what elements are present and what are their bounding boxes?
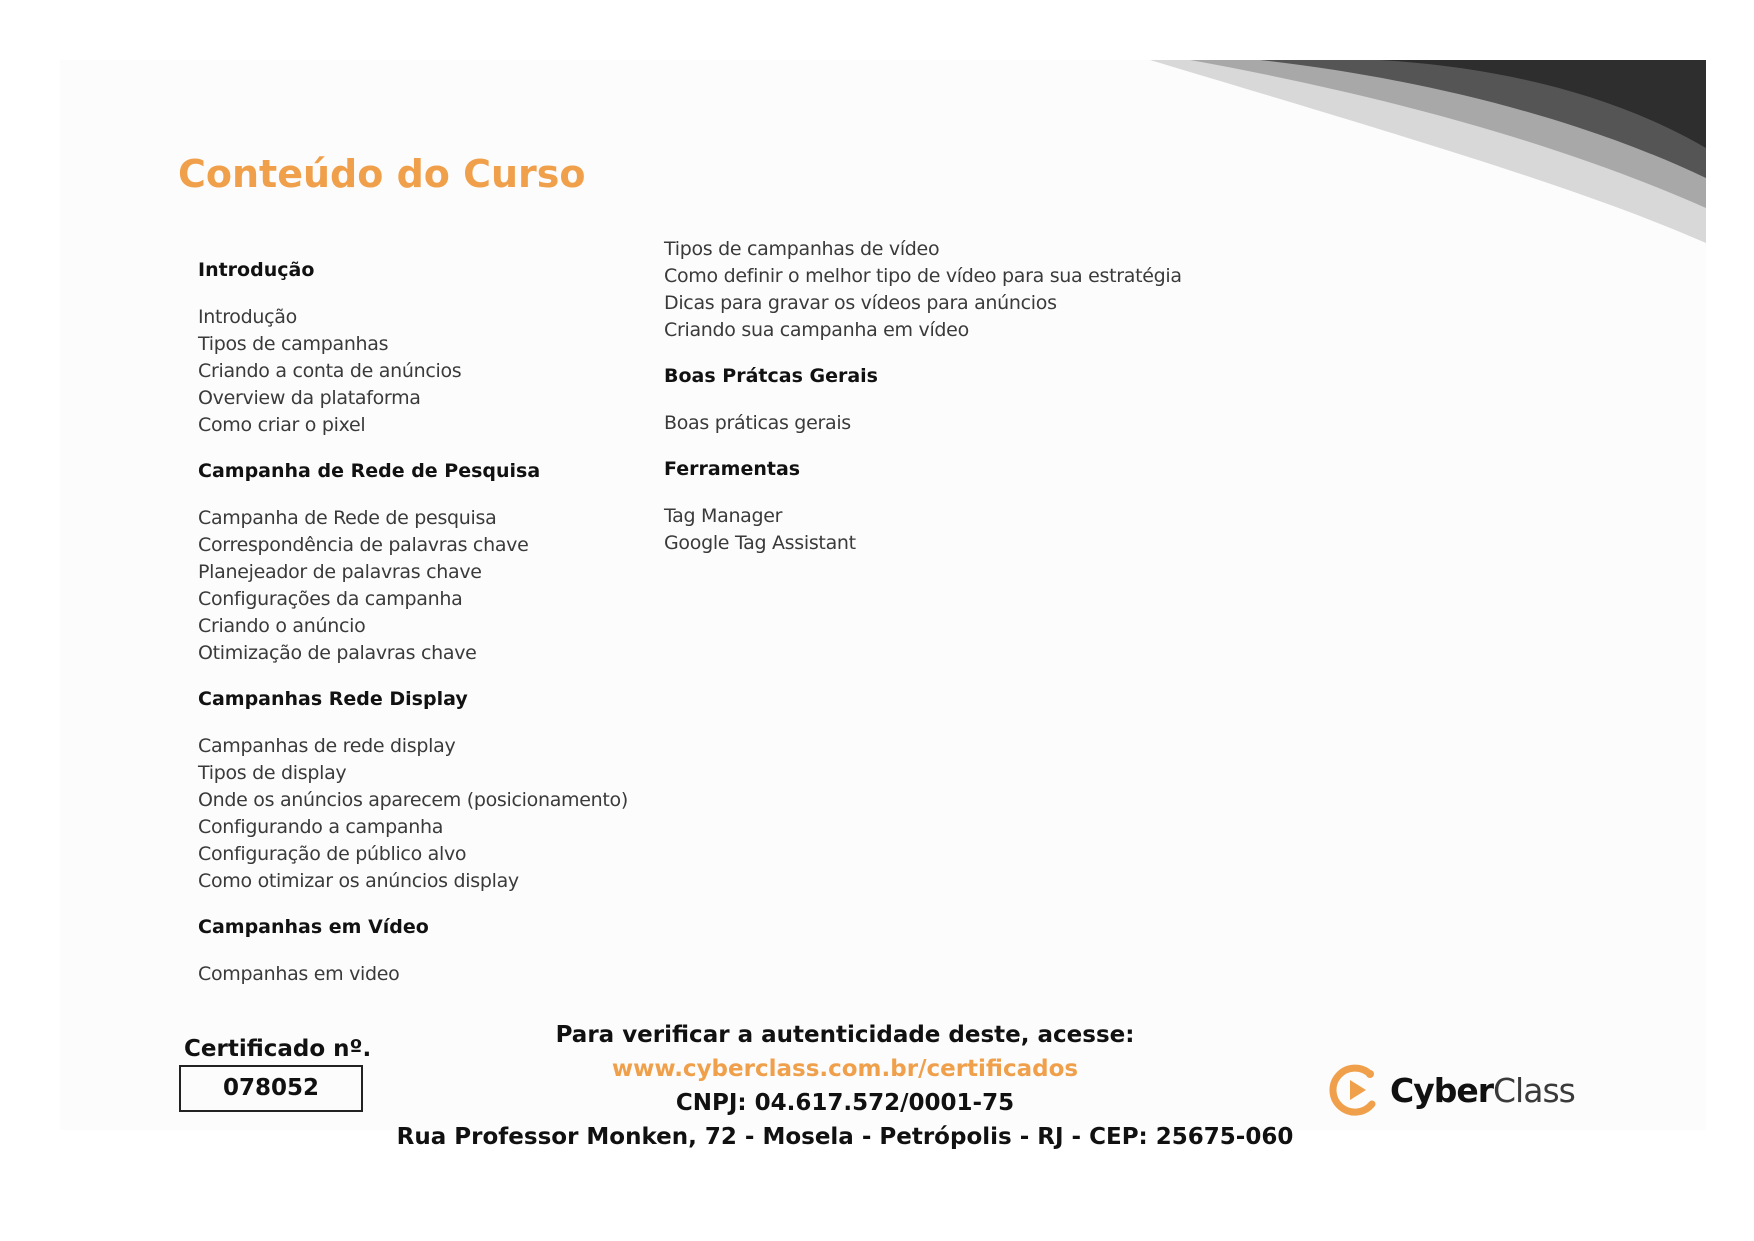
section-boas-praticas xyxy=(664,364,1284,437)
decorative-swoosh-icon xyxy=(1150,58,1706,248)
logo-wordmark xyxy=(1390,1071,1575,1110)
section-video xyxy=(198,915,658,988)
address-text: Rua Professor Monken, 72 - Mosela - Petrópolis - RJ - CEP: 25675-060 xyxy=(396,1124,1294,1150)
certificate-number: 078052 xyxy=(179,1065,363,1112)
list-item: Configuração de público alvo xyxy=(198,843,467,865)
verification-link[interactable]: www.cyberclass.com.br/certificados xyxy=(611,1056,1079,1082)
section-heading: Campanha de Rede de Pesquisa xyxy=(198,460,541,482)
section-heading: Campanhas em Vídeo xyxy=(198,916,429,938)
list-item: Correspondência de palavras chave xyxy=(198,534,529,556)
section-rede-display xyxy=(198,687,658,895)
verification-footer xyxy=(345,1018,1345,1154)
list-item: Campanha de Rede de pesquisa xyxy=(198,507,497,529)
list-item: Tipos de display xyxy=(198,762,347,784)
list-item: Criando o anúncio xyxy=(198,615,366,637)
list-item: Onde os anúncios aparecem (posicionamento) xyxy=(198,789,628,811)
section-heading: Ferramentas xyxy=(664,458,801,480)
list-item: Como definir o melhor tipo de vídeo para sua estratégia xyxy=(664,265,1182,287)
logo-text-cyber: Cyber xyxy=(1390,1070,1494,1110)
list-item: Criando a conta de anúncios xyxy=(198,360,462,382)
section-ferramentas xyxy=(664,457,1284,557)
logo-text-class: Class xyxy=(1493,1070,1575,1110)
list-item: Boas práticas gerais xyxy=(664,412,851,434)
section-heading: Campanhas Rede Display xyxy=(198,688,468,710)
list-item: Introdução xyxy=(198,306,297,328)
certificate-label: Certificado nº. xyxy=(184,1036,372,1062)
list-item: Configurando a campanha xyxy=(198,816,444,838)
list-item: Planejeador de palavras chave xyxy=(198,561,482,583)
cyberclass-logo-icon xyxy=(1326,1062,1382,1118)
list-item: Overview da plataforma xyxy=(198,387,421,409)
content-column-left xyxy=(198,258,658,1008)
section-heading: Boas Prátcas Gerais xyxy=(664,365,878,387)
list-item: Criando sua campanha em vídeo xyxy=(664,319,969,341)
section-introducao xyxy=(198,258,658,439)
cyberclass-logo xyxy=(1326,1062,1575,1118)
list-item: Tipos de campanhas xyxy=(198,333,389,355)
list-item: Tipos de campanhas de vídeo xyxy=(664,238,940,260)
list-item: Configurações da campanha xyxy=(198,588,463,610)
list-item: Dicas para gravar os vídeos para anúncios xyxy=(664,292,1057,314)
list-item: Google Tag Assistant xyxy=(664,532,856,554)
verify-text: Para verificar a autenticidade deste, acesse: xyxy=(555,1022,1135,1048)
page-title: Conteúdo do Curso xyxy=(178,152,586,196)
content-column-right xyxy=(664,236,1284,577)
cnpj-text: CNPJ: 04.617.572/0001-75 xyxy=(675,1090,1015,1116)
list-item: Campanhas de rede display xyxy=(198,735,456,757)
list-item: Como criar o pixel xyxy=(198,414,366,436)
list-item: Como otimizar os anúncios display xyxy=(198,870,519,892)
list-item: Otimização de palavras chave xyxy=(198,642,477,664)
list-item: Companhas em video xyxy=(198,963,400,985)
section-video-continued xyxy=(664,236,1284,344)
list-item: Tag Manager xyxy=(664,505,783,527)
section-rede-pesquisa xyxy=(198,459,658,667)
section-heading: Introdução xyxy=(198,259,315,281)
